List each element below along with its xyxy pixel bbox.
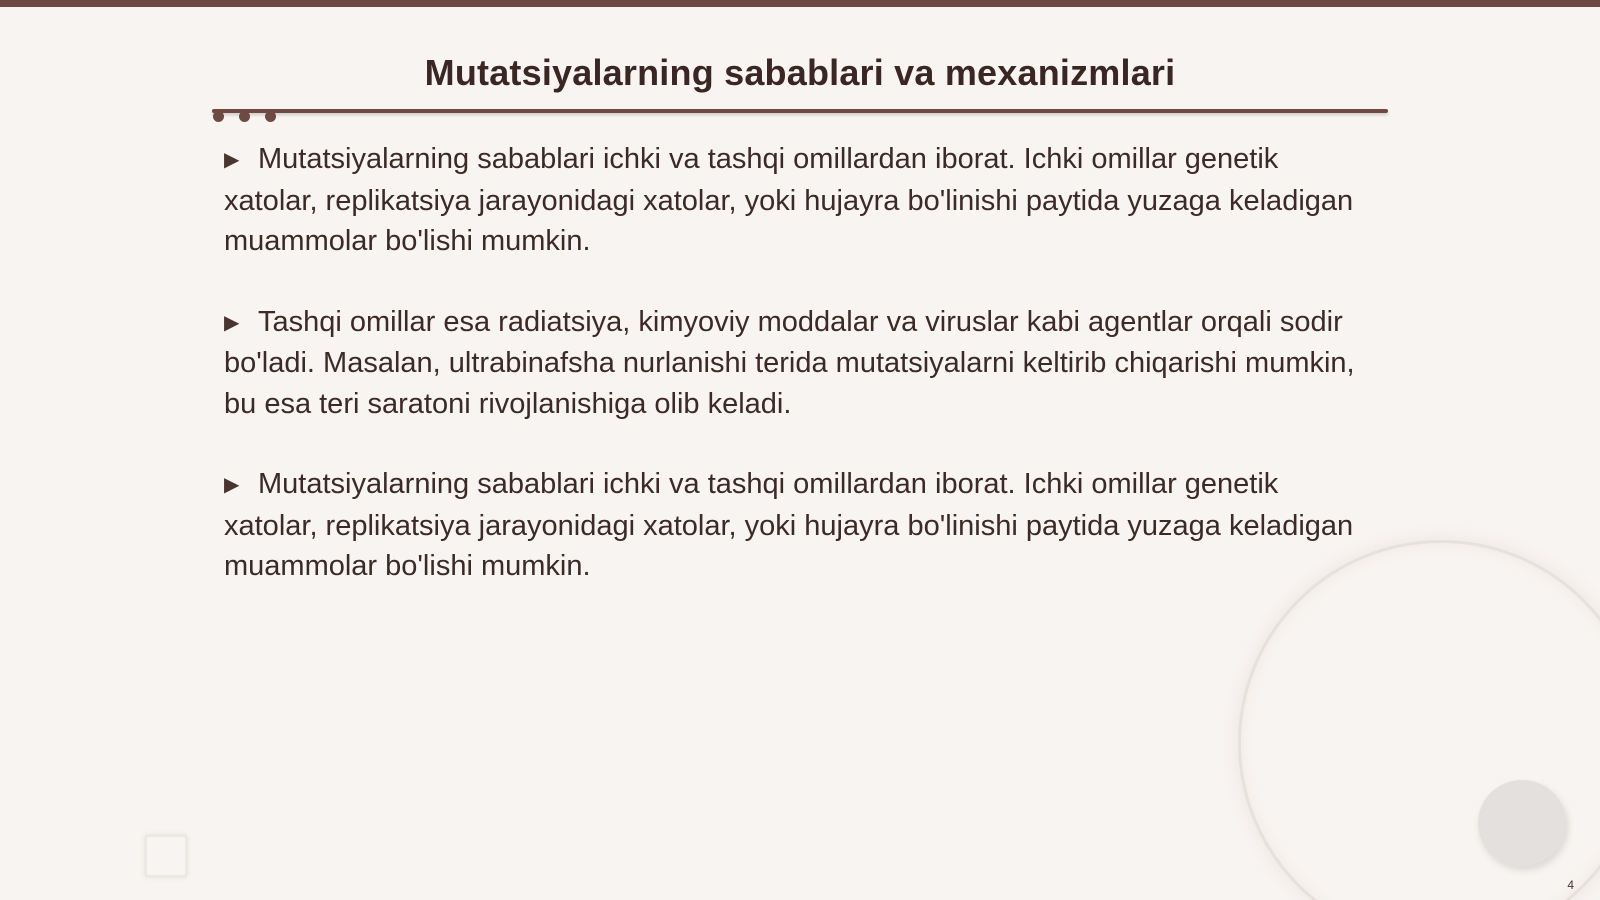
- bullet-item: [224, 139, 1364, 262]
- bullet-text: Mutatsiyalarning sabablari ichki va tashqi omillardan iborat. Ichki omillar genetik xatolar, replikatsiya jarayonidagi xatolar, yoki hujayra bo'linishi paytida yuzaga keladigan muammolar bo'lishi mumkin.: [224, 468, 1354, 582]
- bullet-arrow-icon: ▶: [224, 149, 240, 171]
- bullet-arrow-icon: ▶: [224, 311, 240, 334]
- page-number: 4: [1567, 878, 1574, 892]
- bullet-text: Mutatsiyalarning sabablari ichki va tashqi omillardan iborat. Ichki omillar genetik xatolar, replikatsiya jarayonidagi xatolar, yoki hujayra bo'linishi paytida yuzaga keladigan muammolar bo'lishi mumkin.: [224, 143, 1354, 257]
- bullet-item: [224, 302, 1364, 425]
- decorative-square: [144, 834, 188, 878]
- decorative-dot: [239, 111, 250, 122]
- bullet-list: [224, 139, 1364, 627]
- decorative-circle: [1478, 780, 1566, 866]
- decorative-dot: [265, 111, 276, 122]
- slide-title: Mutatsiyalarning sabablari va mexanizmlari: [424, 52, 1176, 93]
- bullet-item: [224, 464, 1364, 587]
- bullet-arrow-icon: ▶: [224, 474, 240, 496]
- decorative-dot: [213, 111, 224, 122]
- bullet-text: Tashqi omillar esa radiatsiya, kimyoviy moddalar va viruslar kabi agentlar orqali sodir bo'ladi. Masalan, ultrabinafsha nurlanishi terida mutatsiyalarni keltirib chiqarishi mumkin, bu esa teri saratoni rivojlanishiga olib keladi.: [224, 305, 1355, 420]
- top-accent-band: [0, 0, 1600, 7]
- title-underline: [212, 109, 1388, 113]
